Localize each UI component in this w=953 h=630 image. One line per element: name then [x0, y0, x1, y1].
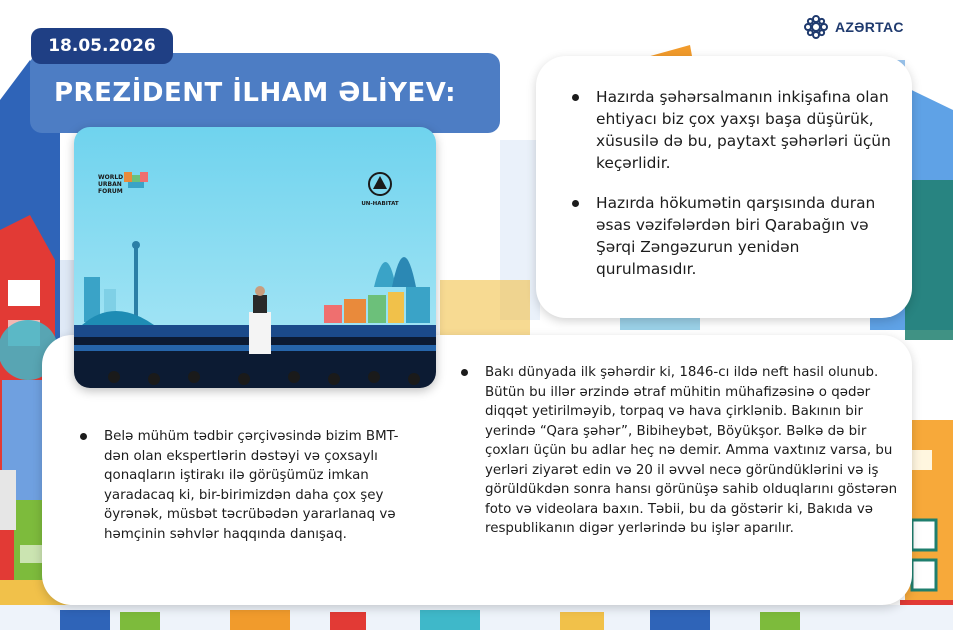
quote-text: Bakı dünyada ilk şəhərdir ki, 1846-cı ildə neft hasil olunub. Bütün bu illər ərzində ətraf mühitin mühafizəsinə o qədər diqqət yetirilməyib, torpaq və hava çirklənib. Bakının bir yerində “Qara şəhər”, Bibiheybət, Böyükşor. Bəlkə də bir çoxları üçün bu adlar heç nə demir. Amma vaxtınız varsa, bu yerləri ziyarət edin və 20 il əvvəl necə göründüklərini və iş görüldükdən sonra hansı görünüşə sahib olduqlarını göstərən foto və videolara baxın. Təbii, bu da göstərir ki, Bakıda və respublikanın digər yerlərində bu işlər aparılır. — [485, 365, 898, 536]
bullet-icon — [80, 433, 87, 440]
event-name-line: FORUM — [98, 188, 123, 195]
org-label: UN-HABITAT — [361, 201, 399, 207]
event-name-line: URBAN — [98, 181, 122, 188]
top-quote-list — [572, 86, 892, 298]
list-item — [80, 427, 400, 544]
list-item — [461, 363, 899, 539]
event-name-line: WORLD — [98, 174, 124, 181]
list-item — [572, 192, 892, 280]
quote-text: Hazırda şəhərsalmanın inkişafına olan ehtiyacı biz çox yaxşı başa düşürük, xüsusilə də bu, paytaxt şəhərləri üçün keçərlidir. — [596, 88, 891, 172]
event-photo — [74, 127, 436, 388]
left-quote-list — [80, 427, 400, 544]
event-photo-illustration — [74, 127, 436, 388]
brand-logo — [803, 14, 904, 40]
page-title: PREZİDENT İLHAM ƏLİYEV: — [54, 78, 457, 108]
azertac-logo-icon — [803, 14, 829, 40]
quote-text: Belə mühüm tədbir çərçivəsində bizim BMT-dən olan ekspertlərin dəstəyi və çoxsaylı qonaqların iştirakı ilə görüşümüz imkan yaradacaq ki, bir-birimizdən daha çox şey öyrənək, müsbət təcrübədən yararlanaq və həmçinin səhvlər haqqında danışaq. — [104, 429, 399, 542]
list-item — [572, 86, 892, 174]
date-badge: 18.05.2026 — [31, 28, 173, 64]
bullet-icon — [572, 200, 579, 207]
bullet-icon — [461, 369, 468, 376]
top-quote-card — [536, 56, 912, 318]
quote-text: Hazırda hökumətin qarşısında duran əsas vəzifələrdən biri Qarabağın və Şərqi Zəngəzurun yenidən qurulmasıdır. — [596, 194, 876, 278]
brand-name: AZƏRTAC — [835, 19, 904, 35]
right-quote-list — [461, 363, 899, 539]
bullet-icon — [572, 94, 579, 101]
title-banner — [30, 53, 500, 133]
